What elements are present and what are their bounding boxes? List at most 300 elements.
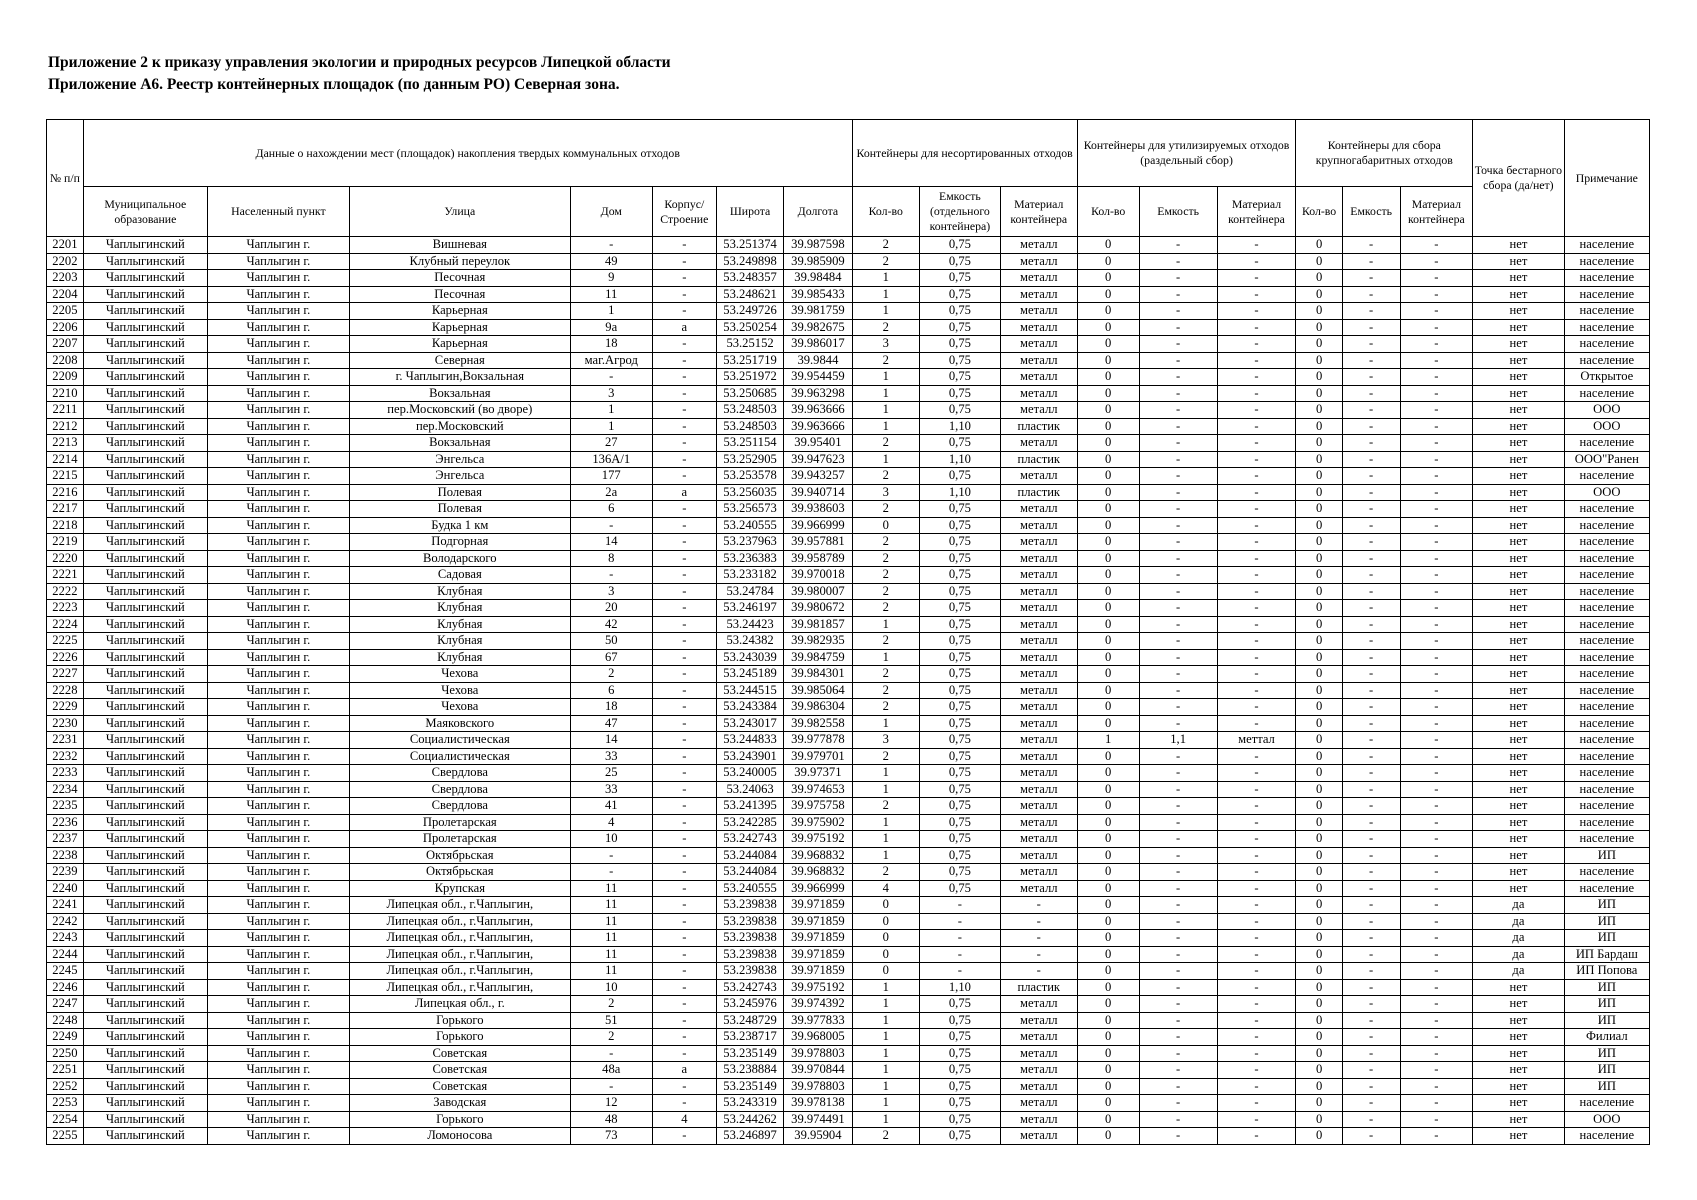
cell-unsorted-count: 2 — [852, 699, 919, 716]
cell-bulky-material: - — [1400, 1095, 1473, 1112]
cell-bulky-count: 0 — [1296, 880, 1342, 897]
cell-note: население — [1564, 831, 1649, 848]
cell-collection-point: да — [1473, 963, 1565, 980]
cell-unsorted-count: 1 — [852, 1012, 919, 1029]
cell-latitude: 53.240005 — [716, 765, 783, 782]
table-row — [47, 600, 1650, 617]
cell-recycle-count: 0 — [1077, 1045, 1139, 1062]
cell-unsorted-count: 1 — [852, 369, 919, 386]
cell-bulky-count: 0 — [1296, 1078, 1342, 1095]
cell-unsorted-count: 0 — [852, 913, 919, 930]
cell-recycle-capacity: - — [1139, 649, 1217, 666]
cell-unsorted-material: пластик — [1000, 418, 1077, 435]
cell-unsorted-material: металл — [1000, 847, 1077, 864]
header-unsorted-count: Кол-во — [852, 187, 919, 237]
cell-recycle-material: - — [1217, 1111, 1296, 1128]
cell-unsorted-capacity: 0,75 — [919, 253, 1000, 270]
cell-locality: Чаплыгин г. — [207, 946, 349, 963]
table-row — [47, 996, 1650, 1013]
table-row — [47, 814, 1650, 831]
cell-latitude: 53.239838 — [716, 946, 783, 963]
cell-longitude: 39.968832 — [784, 864, 852, 881]
cell-latitude: 53.235149 — [716, 1078, 783, 1095]
cell-bulky-material: - — [1400, 880, 1473, 897]
cell-street: Будка 1 км — [349, 517, 570, 534]
cell-building: - — [652, 897, 716, 914]
header-unsorted-group: Контейнеры для несортированных отходов — [852, 120, 1077, 187]
cell-bulky-material: - — [1400, 847, 1473, 864]
document-title-line2: Приложение А6. Реестр контейнерных площадок (по данным РО) Северная зона. — [48, 76, 620, 93]
cell-latitude: 53.251154 — [716, 435, 783, 452]
cell-building: - — [652, 715, 716, 732]
cell-recycle-capacity: - — [1139, 1045, 1217, 1062]
cell-unsorted-material: металл — [1000, 1012, 1077, 1029]
cell-bulky-material: - — [1400, 682, 1473, 699]
cell-house: 50 — [570, 633, 652, 650]
cell-bulky-material: - — [1400, 517, 1473, 534]
table-row — [47, 633, 1650, 650]
cell-recycle-capacity: - — [1139, 864, 1217, 881]
cell-unsorted-capacity: 0,75 — [919, 633, 1000, 650]
cell-locality: Чаплыгин г. — [207, 814, 349, 831]
cell-building: - — [652, 682, 716, 699]
cell-house: 11 — [570, 963, 652, 980]
cell-municipality: Чаплыгинский — [83, 633, 207, 650]
cell-latitude: 53.239838 — [716, 963, 783, 980]
cell-unsorted-capacity: 0,75 — [919, 781, 1000, 798]
cell-bulky-count: 0 — [1296, 649, 1342, 666]
cell-latitude: 53.24063 — [716, 781, 783, 798]
cell-street: Клубный переулок — [349, 253, 570, 270]
cell-building: - — [652, 847, 716, 864]
cell-longitude: 39.943257 — [784, 468, 852, 485]
cell-unsorted-capacity: 0,75 — [919, 336, 1000, 353]
cell-note: население — [1564, 748, 1649, 765]
cell-municipality: Чаплыгинский — [83, 963, 207, 980]
cell-recycle-material: - — [1217, 913, 1296, 930]
cell-collection-point: нет — [1473, 517, 1565, 534]
cell-house: - — [570, 847, 652, 864]
header-bulky-count: Кол-во — [1296, 187, 1342, 237]
cell-collection-point: нет — [1473, 550, 1565, 567]
cell-bulky-count: 0 — [1296, 385, 1342, 402]
cell-recycle-count: 0 — [1077, 616, 1139, 633]
cell-bulky-count: 0 — [1296, 1128, 1342, 1145]
cell-unsorted-count: 1 — [852, 1111, 919, 1128]
cell-note: население — [1564, 715, 1649, 732]
cell-unsorted-count: 2 — [852, 550, 919, 567]
cell-recycle-capacity: - — [1139, 831, 1217, 848]
cell-unsorted-count: 1 — [852, 616, 919, 633]
table-row — [47, 237, 1650, 254]
cell-street: Липецкая обл., г.Чаплыгин, — [349, 897, 570, 914]
cell-recycle-material: - — [1217, 303, 1296, 320]
cell-note: население — [1564, 286, 1649, 303]
cell-recycle-capacity: - — [1139, 1095, 1217, 1112]
cell-note: население — [1564, 814, 1649, 831]
cell-locality: Чаплыгин г. — [207, 847, 349, 864]
cell-bulky-count: 0 — [1296, 484, 1342, 501]
cell-recycle-count: 0 — [1077, 517, 1139, 534]
cell-bulky-material: - — [1400, 765, 1473, 782]
cell-unsorted-material: металл — [1000, 748, 1077, 765]
cell-collection-point: нет — [1473, 352, 1565, 369]
cell-street: Чехова — [349, 682, 570, 699]
cell-unsorted-count: 2 — [852, 253, 919, 270]
table-row — [47, 930, 1650, 947]
cell-bulky-material: - — [1400, 996, 1473, 1013]
cell-latitude: 53.238717 — [716, 1029, 783, 1046]
cell-recycle-capacity: - — [1139, 1029, 1217, 1046]
cell-municipality: Чаплыгинский — [83, 534, 207, 551]
cell-bulky-material: - — [1400, 237, 1473, 254]
cell-locality: Чаплыгин г. — [207, 1111, 349, 1128]
cell-street: Советская — [349, 1045, 570, 1062]
cell-house: 20 — [570, 600, 652, 617]
cell-note: население — [1564, 583, 1649, 600]
cell-note: население — [1564, 798, 1649, 815]
cell-municipality: Чаплыгинский — [83, 864, 207, 881]
cell-unsorted-count: 2 — [852, 682, 919, 699]
cell-unsorted-material: металл — [1000, 732, 1077, 749]
cell-locality: Чаплыгин г. — [207, 451, 349, 468]
cell-recycle-capacity: - — [1139, 534, 1217, 551]
cell-bulky-capacity: - — [1342, 616, 1400, 633]
table-row — [47, 765, 1650, 782]
cell-longitude: 39.978803 — [784, 1078, 852, 1095]
cell-recycle-material: - — [1217, 402, 1296, 419]
cell-recycle-material: - — [1217, 930, 1296, 947]
cell-unsorted-count: 1 — [852, 765, 919, 782]
cell-house: 14 — [570, 732, 652, 749]
cell-municipality: Чаплыгинский — [83, 270, 207, 287]
cell-recycle-capacity: - — [1139, 930, 1217, 947]
cell-collection-point: нет — [1473, 880, 1565, 897]
header-recycle-count: Кол-во — [1077, 187, 1139, 237]
cell-unsorted-capacity: 0,75 — [919, 567, 1000, 584]
cell-house: 18 — [570, 336, 652, 353]
cell-locality: Чаплыгин г. — [207, 699, 349, 716]
cell-street: Песочная — [349, 286, 570, 303]
cell-bulky-count: 0 — [1296, 451, 1342, 468]
table-row — [47, 352, 1650, 369]
header-bulky-material: Материал контейнера — [1400, 187, 1473, 237]
cell-recycle-count: 0 — [1077, 600, 1139, 617]
cell-unsorted-capacity: - — [919, 946, 1000, 963]
cell-row-number: 2241 — [47, 897, 84, 914]
cell-recycle-count: 0 — [1077, 699, 1139, 716]
cell-house: 33 — [570, 748, 652, 765]
table-row — [47, 682, 1650, 699]
cell-unsorted-capacity: 0,75 — [919, 715, 1000, 732]
cell-unsorted-capacity: 0,75 — [919, 319, 1000, 336]
cell-street: Свердлова — [349, 765, 570, 782]
cell-municipality: Чаплыгинский — [83, 352, 207, 369]
cell-recycle-count: 0 — [1077, 831, 1139, 848]
cell-bulky-count: 0 — [1296, 435, 1342, 452]
cell-street: Социалистическая — [349, 748, 570, 765]
table-row — [47, 336, 1650, 353]
cell-collection-point: нет — [1473, 583, 1565, 600]
cell-municipality: Чаплыгинский — [83, 798, 207, 815]
cell-recycle-material: - — [1217, 1062, 1296, 1079]
cell-locality: Чаплыгин г. — [207, 616, 349, 633]
cell-recycle-count: 0 — [1077, 649, 1139, 666]
cell-municipality: Чаплыгинский — [83, 616, 207, 633]
cell-municipality: Чаплыгинский — [83, 781, 207, 798]
cell-recycle-material: - — [1217, 682, 1296, 699]
cell-house: - — [570, 567, 652, 584]
cell-street: Крупская — [349, 880, 570, 897]
cell-bulky-count: 0 — [1296, 468, 1342, 485]
cell-building: - — [652, 369, 716, 386]
cell-longitude: 39.986304 — [784, 699, 852, 716]
cell-latitude: 53.25152 — [716, 336, 783, 353]
cell-note: ИП Бардаш — [1564, 946, 1649, 963]
cell-street: г. Чаплыгин,Вокзальная — [349, 369, 570, 386]
cell-street: Володарского — [349, 550, 570, 567]
cell-recycle-material: - — [1217, 583, 1296, 600]
cell-house: 48 — [570, 1111, 652, 1128]
cell-recycle-count: 0 — [1077, 913, 1139, 930]
table-row — [47, 831, 1650, 848]
table-row — [47, 534, 1650, 551]
cell-collection-point: нет — [1473, 1062, 1565, 1079]
cell-recycle-material: - — [1217, 996, 1296, 1013]
cell-bulky-material: - — [1400, 814, 1473, 831]
cell-unsorted-capacity: 0,75 — [919, 1128, 1000, 1145]
cell-locality: Чаплыгин г. — [207, 385, 349, 402]
cell-note: ИП Попова — [1564, 963, 1649, 980]
table-row — [47, 1095, 1650, 1112]
cell-unsorted-capacity: 0,75 — [919, 748, 1000, 765]
cell-longitude: 39.981857 — [784, 616, 852, 633]
cell-locality: Чаплыгин г. — [207, 1012, 349, 1029]
cell-recycle-capacity: - — [1139, 666, 1217, 683]
cell-longitude: 39.984301 — [784, 666, 852, 683]
cell-bulky-capacity: - — [1342, 336, 1400, 353]
cell-longitude: 39.95401 — [784, 435, 852, 452]
cell-longitude: 39.970844 — [784, 1062, 852, 1079]
cell-municipality: Чаплыгинский — [83, 468, 207, 485]
cell-house: 11 — [570, 897, 652, 914]
cell-latitude: 53.239838 — [716, 897, 783, 914]
cell-longitude: 39.97371 — [784, 765, 852, 782]
cell-collection-point: нет — [1473, 864, 1565, 881]
cell-building: - — [652, 748, 716, 765]
cell-collection-point: нет — [1473, 253, 1565, 270]
cell-recycle-count: 0 — [1077, 930, 1139, 947]
cell-street: Вокзальная — [349, 435, 570, 452]
cell-unsorted-count: 1 — [852, 847, 919, 864]
cell-house: 9а — [570, 319, 652, 336]
cell-bulky-material: - — [1400, 963, 1473, 980]
cell-row-number: 2245 — [47, 963, 84, 980]
cell-note: население — [1564, 435, 1649, 452]
cell-bulky-material: - — [1400, 319, 1473, 336]
cell-latitude: 53.253578 — [716, 468, 783, 485]
cell-note: ИП — [1564, 1012, 1649, 1029]
cell-bulky-count: 0 — [1296, 352, 1342, 369]
cell-recycle-material: - — [1217, 319, 1296, 336]
cell-street: Вокзальная — [349, 385, 570, 402]
cell-house: 49 — [570, 253, 652, 270]
cell-unsorted-capacity: 0,75 — [919, 798, 1000, 815]
cell-latitude: 53.245189 — [716, 666, 783, 683]
cell-recycle-material: - — [1217, 864, 1296, 881]
cell-recycle-material: - — [1217, 963, 1296, 980]
cell-street: Свердлова — [349, 798, 570, 815]
cell-bulky-capacity: - — [1342, 798, 1400, 815]
cell-unsorted-capacity: - — [919, 897, 1000, 914]
cell-municipality: Чаплыгинский — [83, 732, 207, 749]
cell-bulky-capacity: - — [1342, 996, 1400, 1013]
cell-unsorted-capacity: 0,75 — [919, 385, 1000, 402]
table-row — [47, 583, 1650, 600]
cell-note: население — [1564, 765, 1649, 782]
cell-longitude: 39.971859 — [784, 946, 852, 963]
cell-bulky-capacity: - — [1342, 468, 1400, 485]
cell-latitude: 53.235149 — [716, 1045, 783, 1062]
cell-locality: Чаплыгин г. — [207, 1045, 349, 1062]
cell-recycle-material: - — [1217, 666, 1296, 683]
cell-row-number: 2216 — [47, 484, 84, 501]
cell-building: - — [652, 996, 716, 1013]
cell-recycle-capacity: - — [1139, 435, 1217, 452]
cell-municipality: Чаплыгинский — [83, 451, 207, 468]
cell-row-number: 2246 — [47, 979, 84, 996]
header-latitude: Широта — [716, 187, 783, 237]
cell-street: Садовая — [349, 567, 570, 584]
cell-bulky-capacity: - — [1342, 435, 1400, 452]
cell-recycle-count: 0 — [1077, 534, 1139, 551]
cell-recycle-count: 0 — [1077, 781, 1139, 798]
cell-street: Липецкая обл., г. — [349, 996, 570, 1013]
cell-building: 4 — [652, 1111, 716, 1128]
cell-bulky-count: 0 — [1296, 996, 1342, 1013]
cell-bulky-capacity: - — [1342, 913, 1400, 930]
cell-bulky-count: 0 — [1296, 1029, 1342, 1046]
cell-municipality: Чаплыгинский — [83, 319, 207, 336]
cell-recycle-material: - — [1217, 1078, 1296, 1095]
table-row — [47, 253, 1650, 270]
cell-longitude: 39.985909 — [784, 253, 852, 270]
cell-unsorted-count: 2 — [852, 748, 919, 765]
cell-row-number: 2236 — [47, 814, 84, 831]
cell-bulky-material: - — [1400, 979, 1473, 996]
cell-recycle-material: - — [1217, 831, 1296, 848]
cell-unsorted-count: 0 — [852, 517, 919, 534]
cell-longitude: 39.958789 — [784, 550, 852, 567]
cell-street: Песочная — [349, 270, 570, 287]
cell-row-number: 2229 — [47, 699, 84, 716]
cell-house: 48а — [570, 1062, 652, 1079]
cell-row-number: 2213 — [47, 435, 84, 452]
cell-latitude: 53.256573 — [716, 501, 783, 518]
cell-recycle-material: - — [1217, 1128, 1296, 1145]
table-header — [47, 120, 1650, 237]
cell-locality: Чаплыгин г. — [207, 517, 349, 534]
cell-recycle-capacity: - — [1139, 237, 1217, 254]
cell-unsorted-material: металл — [1000, 501, 1077, 518]
cell-recycle-capacity: - — [1139, 451, 1217, 468]
table-row — [47, 369, 1650, 386]
cell-note: население — [1564, 336, 1649, 353]
header-row-number: № п/п — [47, 120, 84, 237]
table-row — [47, 385, 1650, 402]
cell-bulky-capacity: - — [1342, 864, 1400, 881]
cell-longitude: 39.980007 — [784, 583, 852, 600]
cell-bulky-capacity: - — [1342, 517, 1400, 534]
cell-latitude: 53.238884 — [716, 1062, 783, 1079]
cell-building: - — [652, 567, 716, 584]
cell-locality: Чаплыгин г. — [207, 880, 349, 897]
cell-house: 2 — [570, 666, 652, 683]
cell-recycle-count: 0 — [1077, 847, 1139, 864]
table-row — [47, 1029, 1650, 1046]
cell-latitude: 53.252905 — [716, 451, 783, 468]
cell-unsorted-capacity: 0,75 — [919, 1111, 1000, 1128]
cell-note: ООО"Ранен — [1564, 451, 1649, 468]
cell-note: население — [1564, 616, 1649, 633]
cell-building: - — [652, 253, 716, 270]
cell-latitude: 53.242743 — [716, 831, 783, 848]
cell-building: - — [652, 699, 716, 716]
cell-recycle-capacity: - — [1139, 303, 1217, 320]
cell-note: ИП — [1564, 996, 1649, 1013]
cell-longitude: 39.971859 — [784, 930, 852, 947]
cell-latitude: 53.248503 — [716, 402, 783, 419]
cell-bulky-count: 0 — [1296, 831, 1342, 848]
cell-bulky-count: 0 — [1296, 781, 1342, 798]
cell-recycle-count: 0 — [1077, 1111, 1139, 1128]
cell-latitude: 53.250254 — [716, 319, 783, 336]
cell-street: Липецкая обл., г.Чаплыгин, — [349, 963, 570, 980]
cell-bulky-capacity: - — [1342, 715, 1400, 732]
cell-municipality: Чаплыгинский — [83, 369, 207, 386]
cell-note: ИП — [1564, 979, 1649, 996]
cell-unsorted-count: 1 — [852, 1045, 919, 1062]
cell-latitude: 53.239838 — [716, 913, 783, 930]
cell-longitude: 39.975192 — [784, 979, 852, 996]
cell-house: - — [570, 369, 652, 386]
cell-house: - — [570, 237, 652, 254]
cell-longitude: 39.982935 — [784, 633, 852, 650]
cell-recycle-material: - — [1217, 880, 1296, 897]
header-longitude: Долгота — [784, 187, 852, 237]
cell-building: - — [652, 1012, 716, 1029]
cell-recycle-count: 0 — [1077, 270, 1139, 287]
cell-row-number: 2248 — [47, 1012, 84, 1029]
cell-bulky-material: - — [1400, 600, 1473, 617]
cell-house: 3 — [570, 583, 652, 600]
cell-bulky-count: 0 — [1296, 369, 1342, 386]
cell-note: ИП — [1564, 1045, 1649, 1062]
cell-bulky-material: - — [1400, 484, 1473, 501]
table-row — [47, 963, 1650, 980]
cell-municipality: Чаплыгинский — [83, 699, 207, 716]
cell-recycle-capacity: - — [1139, 682, 1217, 699]
cell-collection-point: нет — [1473, 1045, 1565, 1062]
cell-bulky-count: 0 — [1296, 699, 1342, 716]
cell-building: а — [652, 319, 716, 336]
cell-bulky-capacity: - — [1342, 666, 1400, 683]
registry-table — [46, 119, 1650, 1145]
cell-recycle-count: 0 — [1077, 484, 1139, 501]
cell-longitude: 39.940714 — [784, 484, 852, 501]
cell-house: 11 — [570, 930, 652, 947]
cell-municipality: Чаплыгинский — [83, 814, 207, 831]
